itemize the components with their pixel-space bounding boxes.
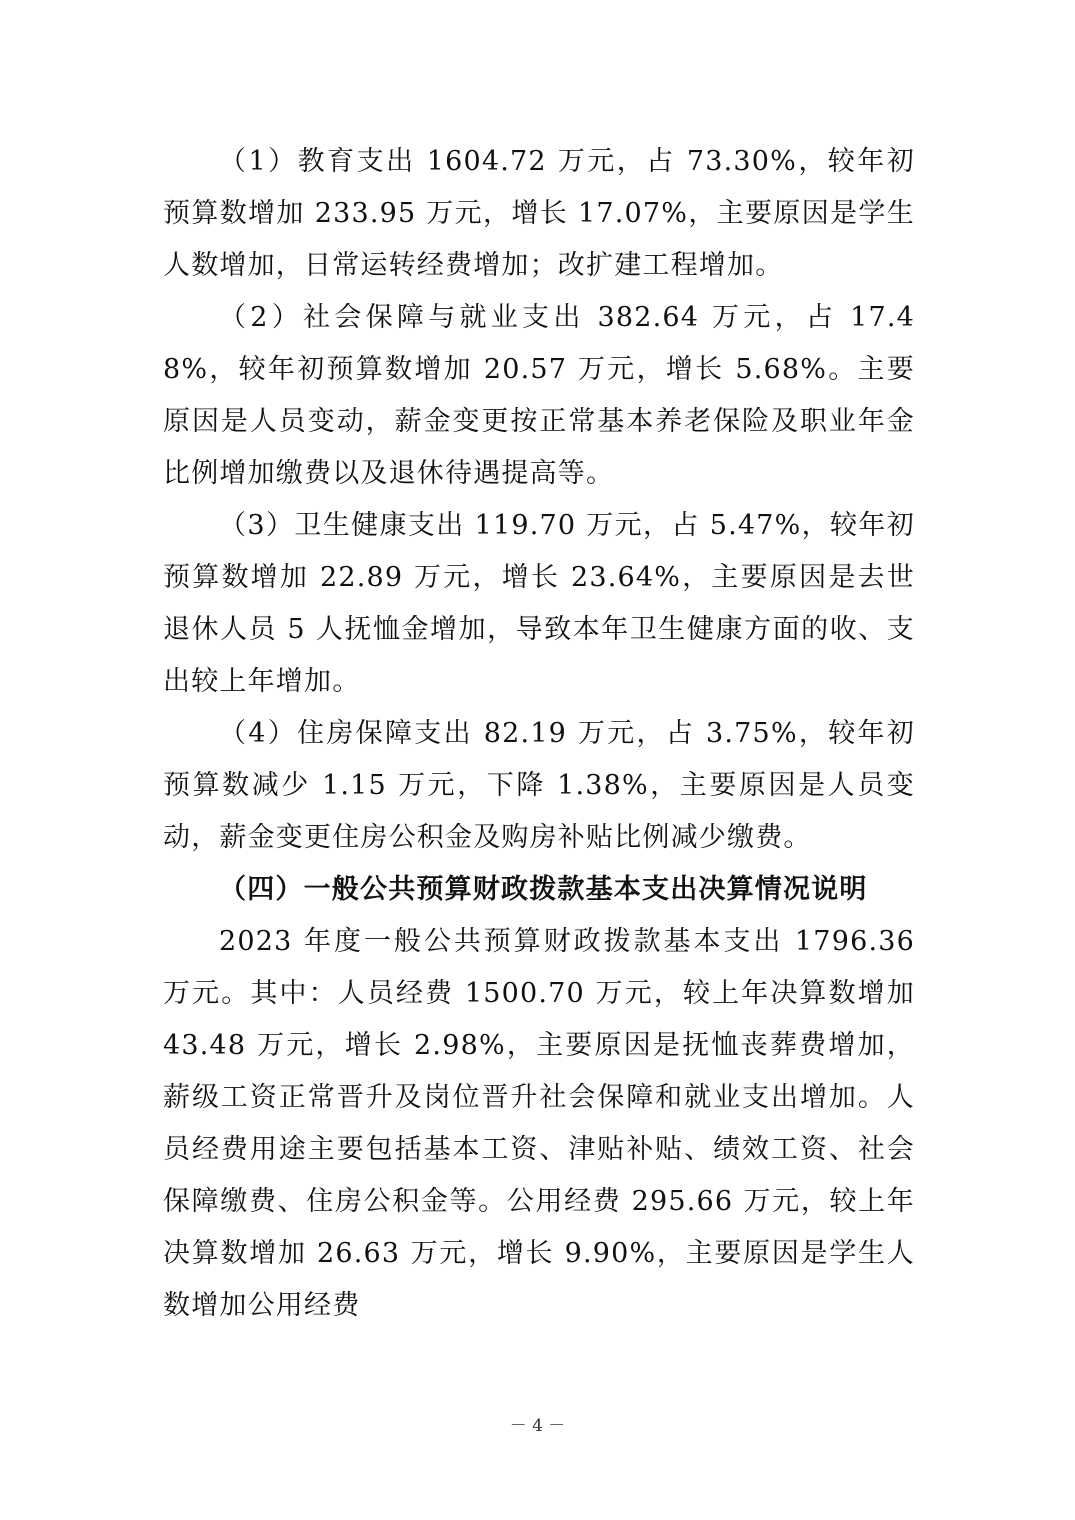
page-number: － 4 － <box>509 1416 566 1436</box>
paragraph-social-security-expenditure: （2）社会保障与就业支出 382.64 万元，占 17.48%，较年初预算数增加 20.57 万元，增长 5.68%。主要原因是人员变动，薪金变更按正常基本养老保险及职业年金比例增加缴费以及退休待遇提高等。 <box>163 302 915 489</box>
document-body <box>163 136 915 1332</box>
section-heading: （四）一般公共预算财政拨款基本支出决算情况说明 <box>219 874 868 905</box>
paragraph-health-expenditure: （3）卫生健康支出 119.70 万元，占 5.47%，较年初预算数增加 22.89 万元，增长 23.64%，主要原因是去世退休人员 5 人抚恤金增加，导致本年卫生健康方面的收、支出较上年增加。 <box>163 510 915 697</box>
paragraph-housing-expenditure: （4）住房保障支出 82.19 万元，占 3.75%，较年初预算数减少 1.15 万元，下降 1.38%，主要原因是人员变动，薪金变更住房公积金及购房补贴比例减少缴费。 <box>163 718 915 853</box>
paragraph-basic-expenditure: 2023 年度一般公共预算财政拨款基本支出 1796.36 万元。其中：人员经费 1500.70 万元，较上年决算数增加 43.48 万元，增长 2.98%，主要原因是抚恤丧葬费增加，薪级工资正常晋升及岗位晋升社会保障和就业支出增加。人员经费用途主要包括基本工资、津贴补贴、绩效工资、社会保障缴费、住房公积金等。公用经费 295.66 万元，较上年决算数增加 26.63 万元，增长 9.90%，主要原因是学生人数增加公用经费 <box>163 926 915 1321</box>
paragraph-education-expenditure: （1）教育支出 1604.72 万元，占 73.30%，较年初预算数增加 233.95 万元，增长 17.07%，主要原因是学生人数增加，日常运转经费增加；改扩建工程增加。 <box>163 146 915 281</box>
